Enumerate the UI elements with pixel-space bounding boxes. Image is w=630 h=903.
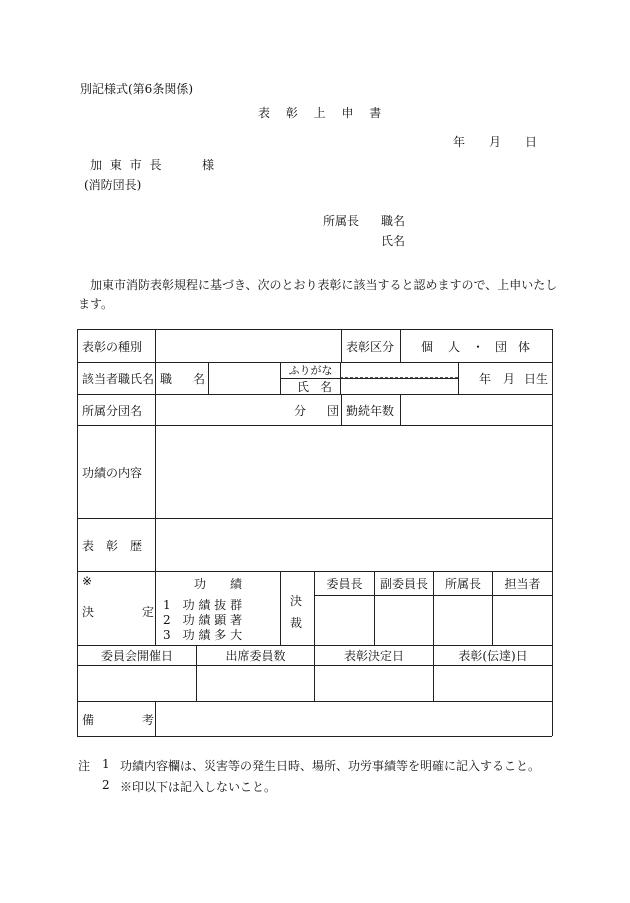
sender-role: 所属長 [323,214,360,228]
merit-option: 3 功 績 多 大 [163,628,243,642]
note-label: 注 [78,759,91,773]
label-position-2: 名 [193,372,206,386]
remarks-1: 備 [82,712,95,727]
addressee: 加 東 市 長 [90,158,164,172]
merit-option: 2 功 績 顕 著 [163,613,243,627]
body-line-2: ます。 [78,297,114,311]
approval-1: 決 [290,594,303,608]
birth-year: 年 [479,372,492,386]
label-furigana: ふりがな [288,364,333,377]
header-award-date: 表彰(伝達)日 [458,649,528,663]
label-division: 所属分団名 [82,403,143,418]
sender-name-label: 氏名 [381,234,406,248]
label-award-class: 表彰区分 [346,339,395,354]
note-2-text: ※印以下は記入しないこと。 [120,780,277,794]
honorific: 様 [202,158,215,172]
birth-day: 日生 [524,372,549,386]
approver-chair: 委員長 [326,577,363,591]
birth-month: 月 [503,372,516,386]
form-number: 別記様式(第6条関係) [80,82,193,96]
addressee-sub: (消防団長) [84,178,142,192]
remarks-2: 考 [142,712,155,727]
label-achievement: 功績の内容 [82,465,143,480]
header-meeting-date: 委員会開催日 [100,649,173,663]
approval-2: 裁 [290,616,303,630]
note-mark: ※ [82,574,93,588]
class-group-1: 団 [495,339,508,354]
header-attendance: 出席委員数 [225,649,286,663]
label-name-2: 名 [320,380,333,394]
sender-title-label: 職名 [381,214,406,228]
note-2-num: 2 [102,778,110,792]
label-position-1: 職 [160,372,173,386]
label-bun: 分 [294,403,307,418]
class-dot: ・ [472,339,485,354]
class-group-2: 体 [518,339,531,354]
approver-dept-head: 所属長 [444,577,481,591]
label-award-type: 表彰の種別 [82,339,143,354]
date-day: 日 [525,135,538,149]
approver-officer: 担当者 [504,577,541,591]
label-nominee: 該当者職氏名 [82,372,155,386]
note-1-text: 功績内容欄は、災害等の発生日時、場所、功労事績等を明確に記入すること。 [120,759,541,773]
label-history: 表 彰 歴 [82,538,143,553]
merit-header: 功 績 [193,577,242,591]
merit-options [163,598,242,643]
date-year: 年 [453,135,466,149]
decision-2: 定 [142,605,155,619]
form-title: 表 彰 上 申 書 [258,106,388,120]
body-line-1: 加東市消防表彰規程に基づき、次のとおり表彰に該当すると認めますので、上申いたし [90,278,558,292]
date-month: 月 [489,135,502,149]
class-individual: 個 [421,339,434,354]
label-years-service: 勤続年数 [346,403,395,418]
label-dan: 団 [327,403,340,418]
class-person: 人 [448,339,461,354]
header-decision-date: 表彰決定日 [343,649,404,663]
note-1-num: 1 [102,757,110,771]
label-name-1: 氏 [297,380,310,394]
decision-1: 決 [82,605,95,619]
approver-vice-chair: 副委員長 [379,577,428,591]
merit-option: 1 功 績 抜 群 [163,598,243,612]
